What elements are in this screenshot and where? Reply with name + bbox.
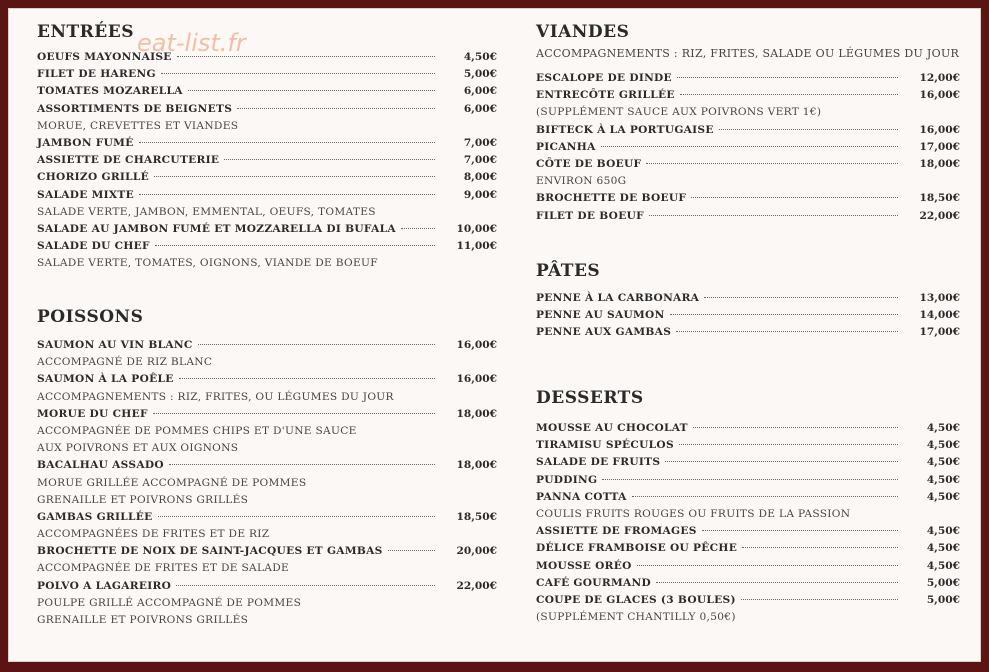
dish-price: 5,00€: [463, 68, 497, 81]
menu-item: [37, 221, 497, 238]
dish-price: 4,50€: [463, 51, 497, 63]
dot-leader: [388, 550, 435, 551]
menu-item: [37, 371, 497, 388]
dot-leader: [158, 516, 435, 517]
dish-name: PICANHA: [536, 140, 596, 153]
dish-name: SALADE AU JAMBON FUMÉ ET MOZZARELLA DI BUFALA: [37, 222, 396, 235]
dish-price: 20,00€: [456, 545, 497, 558]
dish-name: PENNE AU SAUMON: [536, 309, 665, 322]
dish-name: FILET DE BOEUF: [536, 209, 644, 222]
dish-name: PENNE AUX GAMBAS: [536, 326, 672, 339]
menu-item: [37, 337, 497, 354]
dish-price: 16,00€: [456, 373, 497, 386]
dish-price: 6,00€: [463, 85, 497, 98]
dot-leader: [224, 159, 435, 160]
dot-leader: [601, 146, 898, 147]
dish-name: BIFTECK À LA PORTUGAISE: [536, 123, 714, 136]
description-text: AUX POIVRONS ET AUX OIGNONS: [37, 442, 239, 455]
menu-rows: [37, 337, 497, 629]
dot-leader: [719, 129, 898, 130]
menu-rows: [536, 70, 960, 225]
dot-leader: [677, 77, 898, 78]
dot-leader: [646, 163, 898, 164]
dish-price: 5,00€: [926, 593, 960, 606]
dish-price: 4,50€: [926, 559, 960, 572]
dish-name: ESCALOPE DE DINDE: [536, 72, 672, 84]
menu-item: [536, 575, 960, 592]
dish-name: CAFÉ GOURMAND: [536, 576, 651, 589]
menu-item: [536, 190, 960, 207]
dish-name: OEUFS MAYONNAISE: [37, 51, 172, 63]
dish-price: 18,50€: [919, 192, 960, 205]
dot-leader: [679, 444, 898, 445]
dish-price: 7,00€: [463, 154, 497, 167]
menu-item: [37, 152, 497, 169]
menu-item: [37, 187, 497, 204]
description-text: ACCOMPAGNÉES DE FRITES ET DE RIZ: [37, 528, 270, 541]
section-title: ENTRÉES: [37, 22, 134, 42]
dish-price: 10,00€: [456, 222, 497, 235]
dish-price: 17,00€: [919, 140, 960, 153]
menu-item: [536, 139, 960, 156]
dish-price: 11,00€: [456, 240, 497, 253]
dot-leader: [693, 427, 898, 428]
menu-item: [37, 83, 497, 100]
menu-item: [536, 558, 960, 575]
menu-item: [536, 307, 960, 324]
dish-price: 16,00€: [919, 123, 960, 136]
menu-item: [536, 208, 960, 225]
dot-leader: [637, 565, 898, 566]
dot-leader: [139, 142, 435, 143]
section-poissons: [37, 306, 497, 629]
dot-leader: [139, 194, 435, 195]
section-viandes: [536, 21, 960, 225]
dish-name: CÔTE DE BOEUF: [536, 157, 642, 170]
menu-item: [536, 592, 960, 609]
menu-item: [536, 156, 960, 173]
description-text: MORUE GRILLÉE ACCOMPAGNÉ DE POMMES: [37, 476, 307, 489]
section-title: DESSERTS: [536, 388, 644, 408]
dish-description: [37, 423, 497, 440]
menu-item: [37, 406, 497, 423]
menu-item: [536, 523, 960, 540]
dish-description: [37, 475, 497, 492]
menu-item: [536, 122, 960, 139]
dish-name: MOUSSE ORÉO: [536, 559, 632, 572]
dish-description: [536, 609, 960, 626]
dish-price: 4,50€: [926, 439, 960, 452]
dish-price: 9,00€: [463, 188, 497, 201]
section-entrees: [37, 21, 497, 272]
dish-description: [37, 389, 497, 406]
dish-price: 16,00€: [456, 339, 497, 351]
dish-name: PENNE À LA CARBONARA: [536, 292, 700, 304]
dish-description: [37, 118, 497, 135]
dish-description: [37, 595, 497, 612]
description-text: POULPE GRILLÉ ACCOMPAGNÉ DE POMMES: [37, 596, 302, 609]
menu-page: [8, 8, 981, 662]
dish-name: CHORIZO GRILLÉ: [37, 171, 150, 184]
dish-name: ASSORTIMENTS DE BEIGNETS: [37, 102, 233, 115]
dish-name: DÉLICE FRAMBOISE OU PÊCHE: [536, 542, 738, 555]
description-text: (SUPPLÉMENT CHANTILLY 0,50€): [536, 611, 736, 624]
dot-leader: [704, 297, 898, 298]
dish-price: 4,50€: [926, 525, 960, 538]
dish-price: 4,50€: [926, 422, 960, 434]
dish-description: [37, 204, 497, 221]
section-pates: [536, 260, 960, 342]
menu-item: [536, 454, 960, 471]
dot-leader: [153, 413, 435, 414]
dish-name: ASSIETTE DE FROMAGES: [536, 525, 697, 538]
dish-price: 17,00€: [919, 326, 960, 339]
dish-price: 6,00€: [463, 102, 497, 115]
dot-leader: [602, 479, 898, 480]
menu-item: [37, 101, 497, 118]
dot-leader: [188, 90, 435, 91]
section-title: VIANDES: [536, 22, 630, 42]
menu-item: [37, 543, 497, 560]
dish-name: BROCHETTE DE BOEUF: [536, 192, 687, 205]
section-title: PÂTES: [536, 261, 601, 281]
dish-name: BROCHETTE DE NOIX DE SAINT-JACQUES ET GAMBAS: [37, 545, 383, 558]
menu-item: [536, 437, 960, 454]
menu-item: [536, 489, 960, 506]
dot-leader: [670, 314, 898, 315]
dot-leader: [237, 108, 435, 109]
dish-description: [37, 526, 497, 543]
dish-price: 4,50€: [926, 490, 960, 503]
menu-item: [37, 169, 497, 186]
dish-name: SALADE MIXTE: [37, 188, 134, 201]
dish-description: [37, 612, 497, 629]
dot-leader: [401, 228, 435, 229]
dish-price: 4,50€: [926, 456, 960, 469]
dish-name: MORUE DU CHEF: [37, 407, 148, 420]
menu-item: [37, 135, 497, 152]
dish-price: 16,00€: [919, 89, 960, 102]
description-text: ACCOMPAGNÉE DE POMMES CHIPS ET D'UNE SAUCE: [37, 424, 357, 437]
dot-leader: [665, 461, 898, 462]
dish-price: 4,50€: [926, 542, 960, 555]
dot-leader: [702, 530, 898, 531]
dot-leader: [649, 215, 898, 216]
dish-name: TOMATES MOZARELLA: [37, 85, 183, 98]
dish-name: ASSIETTE DE CHARCUTERIE: [37, 154, 220, 167]
dot-leader: [676, 331, 898, 332]
dish-price: 18,00€: [919, 157, 960, 170]
dish-description: [37, 440, 497, 457]
dish-price: 18,50€: [456, 510, 497, 523]
description-text: ENVIRON 650G: [536, 175, 627, 188]
dish-name: SALADE DE FRUITS: [536, 456, 661, 469]
dish-name: GAMBAS GRILLÉE: [37, 510, 153, 523]
dish-price: 8,00€: [463, 171, 497, 184]
menu-item: [536, 290, 960, 307]
dish-price: 12,00€: [919, 72, 960, 84]
menu-item: [536, 87, 960, 104]
description-text: (SUPPLÉMENT SAUCE AUX POIVRONS VERT 1€): [536, 106, 822, 119]
dot-leader: [741, 599, 898, 600]
dish-name: PUDDING: [536, 473, 598, 486]
description-text: SALADE VERTE, TOMATES, OIGNONS, VIANDE DE BOEUF: [37, 257, 378, 270]
description-text: SALADE VERTE, JAMBON, EMMENTAL, OEUFS, TOMATES: [37, 205, 376, 218]
dish-price: 7,00€: [463, 136, 497, 149]
dish-price: 18,00€: [456, 459, 497, 472]
dish-name: SAUMON À LA POÊLE: [37, 373, 174, 386]
dish-description: [37, 354, 497, 371]
description-text: ACCOMPAGNÉE DE FRITES ET DE SALADE: [37, 562, 290, 575]
menu-item: [37, 238, 497, 255]
dish-name: COUPE DE GLACES (3 BOULES): [536, 593, 736, 606]
dot-leader: [169, 464, 435, 465]
dot-leader: [176, 585, 435, 586]
description-text: ACCOMPAGNEMENTS : RIZ, FRITES, OU LÉGUMES DU JOUR: [37, 390, 394, 403]
menu-rows: [536, 420, 960, 626]
menu-item: [37, 66, 497, 83]
dot-leader: [161, 73, 435, 74]
dish-description: [37, 560, 497, 577]
section-intro: ACCOMPAGNEMENTS : RIZ, FRITES, SALADE OU LÉGUMES DU JOUR: [536, 47, 960, 60]
dot-leader: [691, 197, 898, 198]
menu-item: [536, 540, 960, 557]
menu-item: [37, 457, 497, 474]
dish-name: SAUMON AU VIN BLANC: [37, 339, 193, 351]
description-text: COULIS FRUITS ROUGES OU FRUITS DE LA PASSION: [536, 507, 851, 520]
menu-item: [536, 420, 960, 437]
watermark: eat-list.fr: [137, 29, 246, 57]
dot-leader: [742, 547, 898, 548]
dish-name: MOUSSE AU CHOCOLAT: [536, 422, 688, 434]
dot-leader: [632, 496, 898, 497]
menu-item: [37, 578, 497, 595]
description-text: GRENAILLE ET POIVRONS GRILLÉS: [37, 614, 249, 626]
dish-description: [536, 104, 960, 121]
dish-description: [37, 255, 497, 272]
dish-price: 4,50€: [926, 473, 960, 486]
dish-price: 22,00€: [919, 209, 960, 222]
dish-price: 18,00€: [456, 407, 497, 420]
dish-price: 14,00€: [919, 309, 960, 322]
menu-rows: [37, 49, 497, 272]
section-title: POISSONS: [37, 307, 144, 327]
dish-name: JAMBON FUMÉ: [37, 136, 134, 149]
menu-item: [536, 324, 960, 341]
dish-name: POLVO A LAGAREIRO: [37, 579, 172, 592]
description-text: GRENAILLE ET POIVRONS GRILLÉS: [37, 493, 249, 506]
dish-name: SALADE DU CHEF: [37, 240, 150, 253]
dish-name: FILET DE HARENG: [37, 68, 156, 81]
menu-item: [536, 70, 960, 87]
description-text: ACCOMPAGNÉ DE RIZ BLANC: [37, 356, 213, 369]
dish-description: [536, 506, 960, 523]
dish-name: BACALHAU ASSADO: [37, 459, 164, 472]
dot-leader: [680, 94, 898, 95]
dish-price: 5,00€: [926, 576, 960, 589]
dot-leader: [179, 378, 435, 379]
dot-leader: [198, 344, 435, 345]
section-desserts: [536, 387, 960, 626]
dish-description: [37, 492, 497, 509]
menu-item: [536, 472, 960, 489]
dish-price: 13,00€: [919, 292, 960, 304]
dot-leader: [177, 56, 435, 57]
dish-description: [536, 173, 960, 190]
dot-leader: [154, 176, 435, 177]
dot-leader: [656, 582, 898, 583]
dish-name: TIRAMISU SPÉCULOS: [536, 439, 674, 452]
dot-leader: [155, 245, 435, 246]
dish-name: PANNA COTTA: [536, 490, 627, 503]
menu-item: [37, 49, 497, 66]
dish-name: ENTRECÔTE GRILLÉE: [536, 89, 675, 102]
description-text: MORUE, CREVETTES ET VIANDES: [37, 119, 239, 132]
menu-item: [37, 509, 497, 526]
menu-rows: [536, 290, 960, 342]
dish-price: 22,00€: [456, 579, 497, 592]
